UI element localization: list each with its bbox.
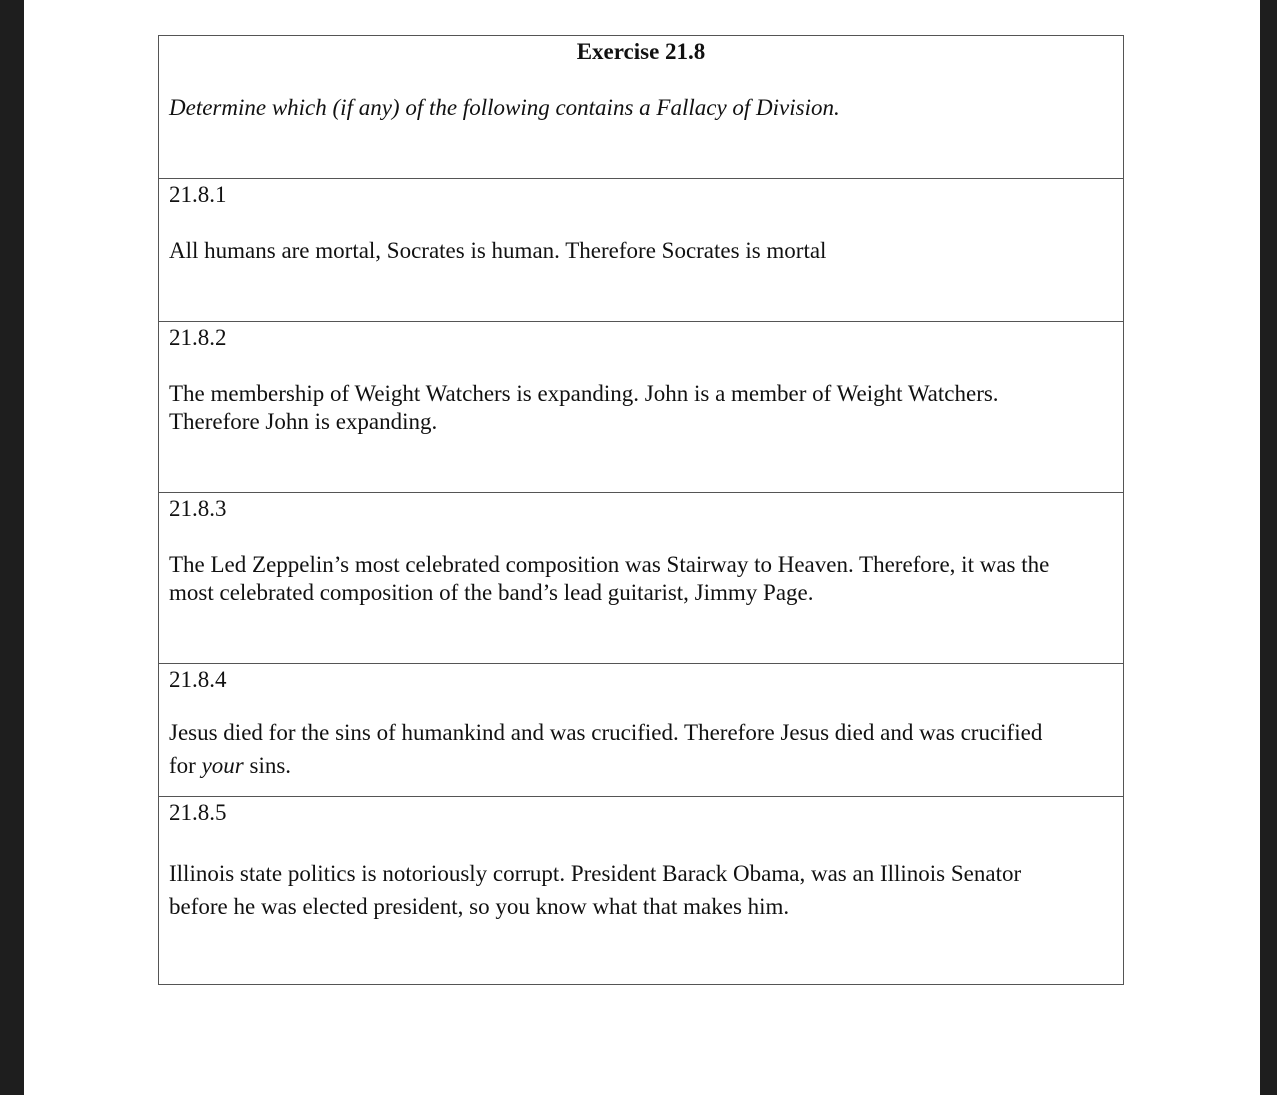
exercise-item <box>159 799 1123 984</box>
exercise-item <box>159 324 1123 493</box>
item-statement-line: The membership of Weight Watchers is expanding. John is a member of Weight Watchers. <box>169 381 999 406</box>
exercise-item <box>159 181 1123 322</box>
item-number: 21.8.1 <box>169 182 227 207</box>
item-statement <box>169 380 1113 436</box>
item-number: 21.8.5 <box>169 800 227 825</box>
exercise-header <box>159 38 1123 179</box>
item-number: 21.8.3 <box>169 496 227 521</box>
item-statement <box>169 857 1113 923</box>
item-statement-line: Jesus died for the sins of humankind and was crucified. Therefore Jesus died and was crucified <box>169 720 1043 745</box>
exercise-title: Exercise 21.8 <box>576 39 706 64</box>
exercise-item <box>159 666 1123 797</box>
item-statement-line: most celebrated composition of the band’s lead guitarist, Jimmy Page. <box>169 580 814 605</box>
emphasized-word: your <box>201 753 244 778</box>
document-page <box>24 0 1260 1095</box>
item-statement-line: Illinois state politics is notoriously corrupt. President Barack Obama, was an Illinois Senator <box>169 861 1022 886</box>
item-statement-line: The Led Zeppelin’s most celebrated composition was Stairway to Heaven. Therefore, it was the <box>169 552 1050 577</box>
exercise-table <box>158 35 1124 985</box>
item-statement-line: before he was elected president, so you know what that makes him. <box>169 894 790 919</box>
exercise-item <box>159 495 1123 664</box>
item-number: 21.8.4 <box>169 667 227 692</box>
item-statement <box>169 551 1113 607</box>
item-statement-line <box>169 749 1113 782</box>
item-number: 21.8.2 <box>169 325 227 350</box>
exercise-instruction: Determine which (if any) of the following contains a Fallacy of Division. <box>169 95 840 120</box>
statement-text: sins. <box>243 753 292 778</box>
statement-text: for <box>169 753 202 778</box>
item-statement-line: Therefore John is expanding. <box>169 409 438 434</box>
item-statement: All humans are mortal, Socrates is human. Therefore Socrates is mortal <box>169 238 827 263</box>
item-statement <box>169 716 1113 782</box>
